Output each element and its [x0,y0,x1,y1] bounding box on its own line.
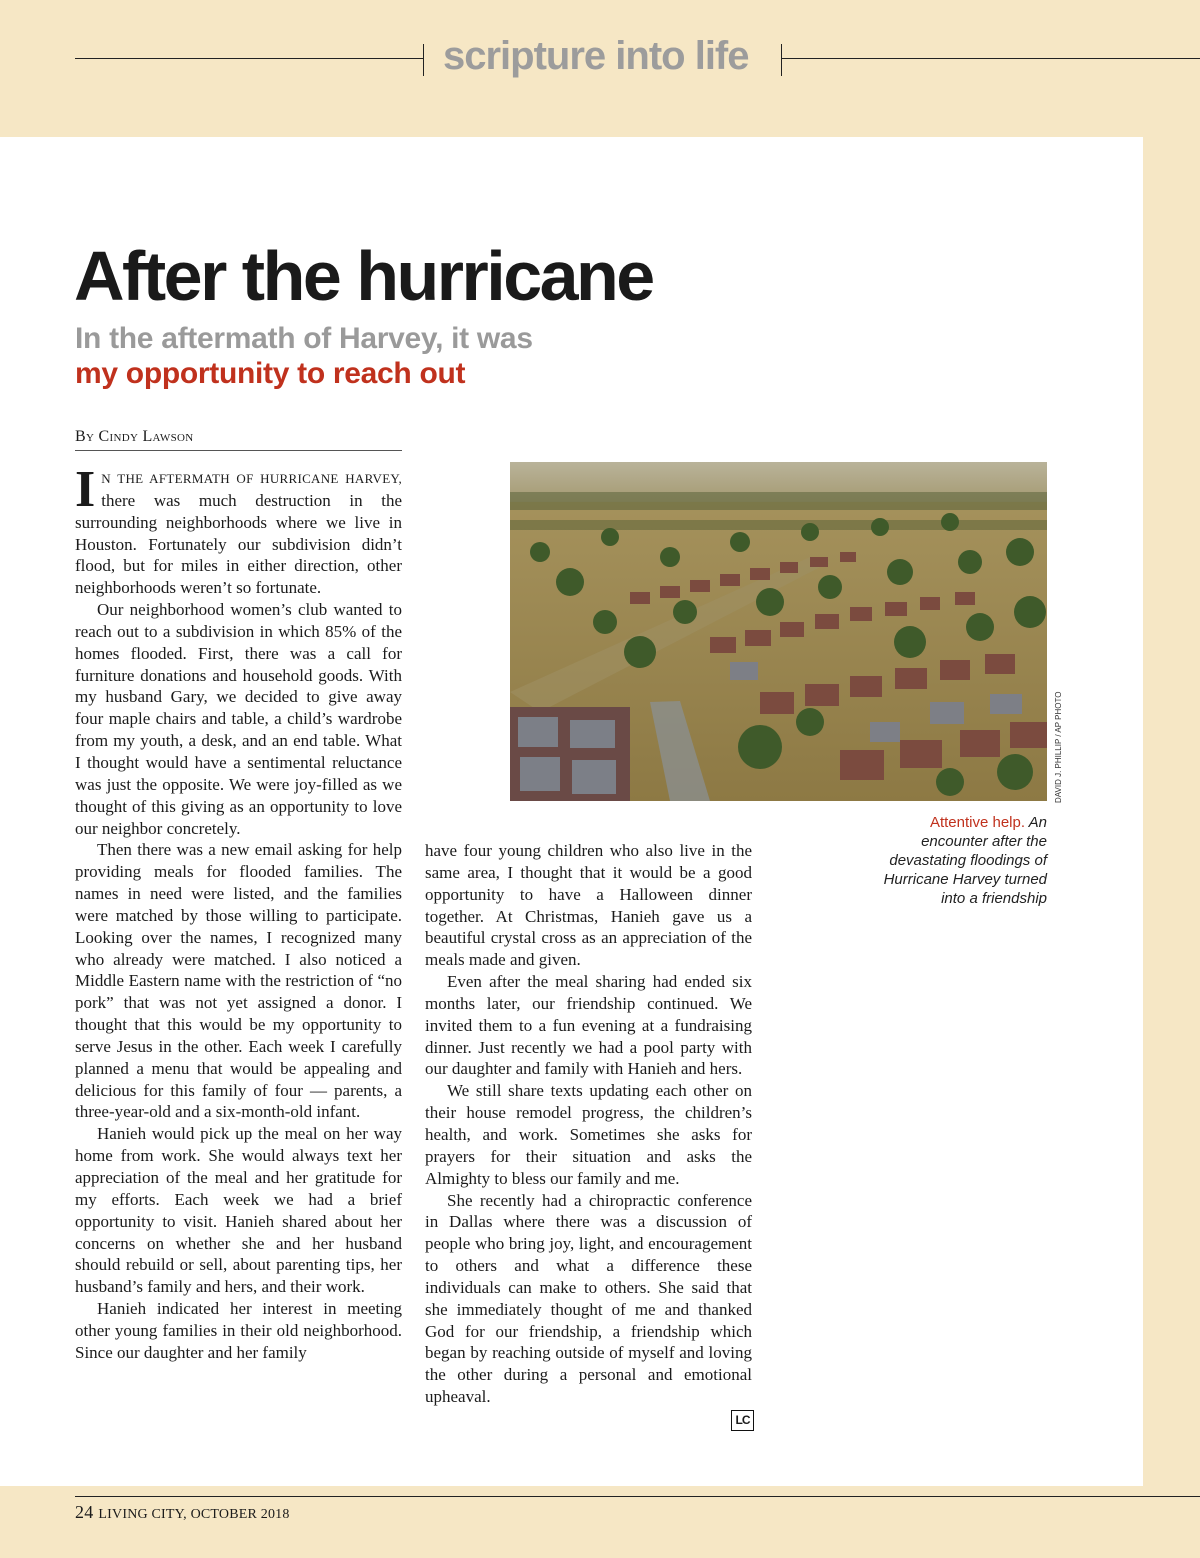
article-column-2 [425,840,752,1408]
caption-lead: Attentive help. [929,814,1026,831]
drop-cap: I [75,461,96,518]
page-number: 24 [75,1502,94,1522]
article-column-1 [75,461,402,1364]
body-paragraph: We still share texts updating each other on their house remodel progress, the children’s health, and work. Sometimes she asks for prayers for their situation and asks the Almighty to bless our family and me. [425,1081,752,1188]
body-paragraph: Hanieh indicated her interest in meeting other young families in their old neighborhood. Since our daughter and her family [75,1299,402,1362]
page-footer [75,1502,375,1523]
header-rule-right [781,58,1200,59]
section-label: scripture into life [443,34,749,78]
body-paragraph: She recently had a chiropractic conference in Dallas where there was a discussion of people who bring joy, light, and encouragement to others and what a difference these individuals can make to others. She said that she immediately thought of me and thanked God for our friendship, a friendship which began by reaching outside of myself and loving the other during a personal and emotional upheaval. [425,1190,752,1407]
article-subtitle-gray: In the aftermath of Harvey, it was [75,322,533,355]
flood-photo [510,462,1047,801]
flood-photo-illustration [510,462,1047,801]
end-mark-logo: LC [731,1410,754,1431]
article-title: After the hurricane [74,237,653,315]
photo-caption [860,813,1047,908]
lead-paragraph [75,461,402,599]
header-rule-left [75,58,423,59]
publication-line: LIVING CITY, OCTOBER 2018 [98,1507,290,1522]
footer-rule [75,1496,1200,1497]
body-paragraph: Our neighborhood women’s club wanted to reach out to a subdivision in which 85% of the homes flooded. First, there was a call for furniture donations and household goods. With my husband Gary, we decided to give away four maple chairs and table, a child’s wardrobe from my youth, a desk, and an end table. What I thought would have a sentimental reluctance was just the opposite. We were joy-filled as we thought of this giving as an opportunity to love our neighbor concretely. [75,600,402,838]
body-paragraph: Then there was a new email asking for help providing meals for flooded families. The names in need were listed, and the families were matched by those willing to participate. Looking over the names, I recognized many who already were matched. I also noticed a Middle Eastern name with the restriction of “no pork” that was not yet assigned a donor. I thought that this would be my opportunity to serve Jesus in the other. Each week I carefully planned a menu that would be appealing and delicious for this family of four — parents, a three-year-old and a six-month-old infant. [75,840,402,1122]
header-tick-right [781,44,782,76]
lead-text: there was much destruction in the surrounding neighborhoods where we live in Houston. Fortunately our subdivision didn’t flood, but for miles in either direction, other neighborhoods weren’t so fortunate. [75,490,402,598]
article-subtitle-red: my opportunity to reach out [75,357,466,390]
body-paragraph: Even after the meal sharing had ended six months later, our friendship continued. We invited them to a fun evening at a fundraising dinner. Just recently we had a pool party with our daughter and family with Hanieh and hers. [425,972,752,1079]
byline: By Cindy Lawson [75,428,402,451]
caption-text: An encounter after the devastating floodings of Hurricane Harvey turned into a friendship [883,814,1047,907]
lead-caps: N THE AFTERMATH OF HURRICANE HARVEY, [101,471,402,486]
header-tick-left [423,44,424,76]
photo-credit: DAVID J. PHILLIP / AP PHOTO [1054,691,1063,803]
body-paragraph-continued: have four young children who also live in the same area, I thought that it would be a good opportunity to have a Halloween dinner together. At Christmas, Hanieh gave us a beautiful crystal cross as an appreciation of the meals made and given. [425,841,752,970]
body-paragraph: Hanieh would pick up the meal on her way home from work. She would always text her appreciation of the meal and her gratitude for my efforts. Each week we had a brief opportunity to visit. Hanieh shared about her concerns on whether she and her husband should rebuild or sell, about parenting tips, her husband’s family and hers, and their work. [75,1124,402,1297]
